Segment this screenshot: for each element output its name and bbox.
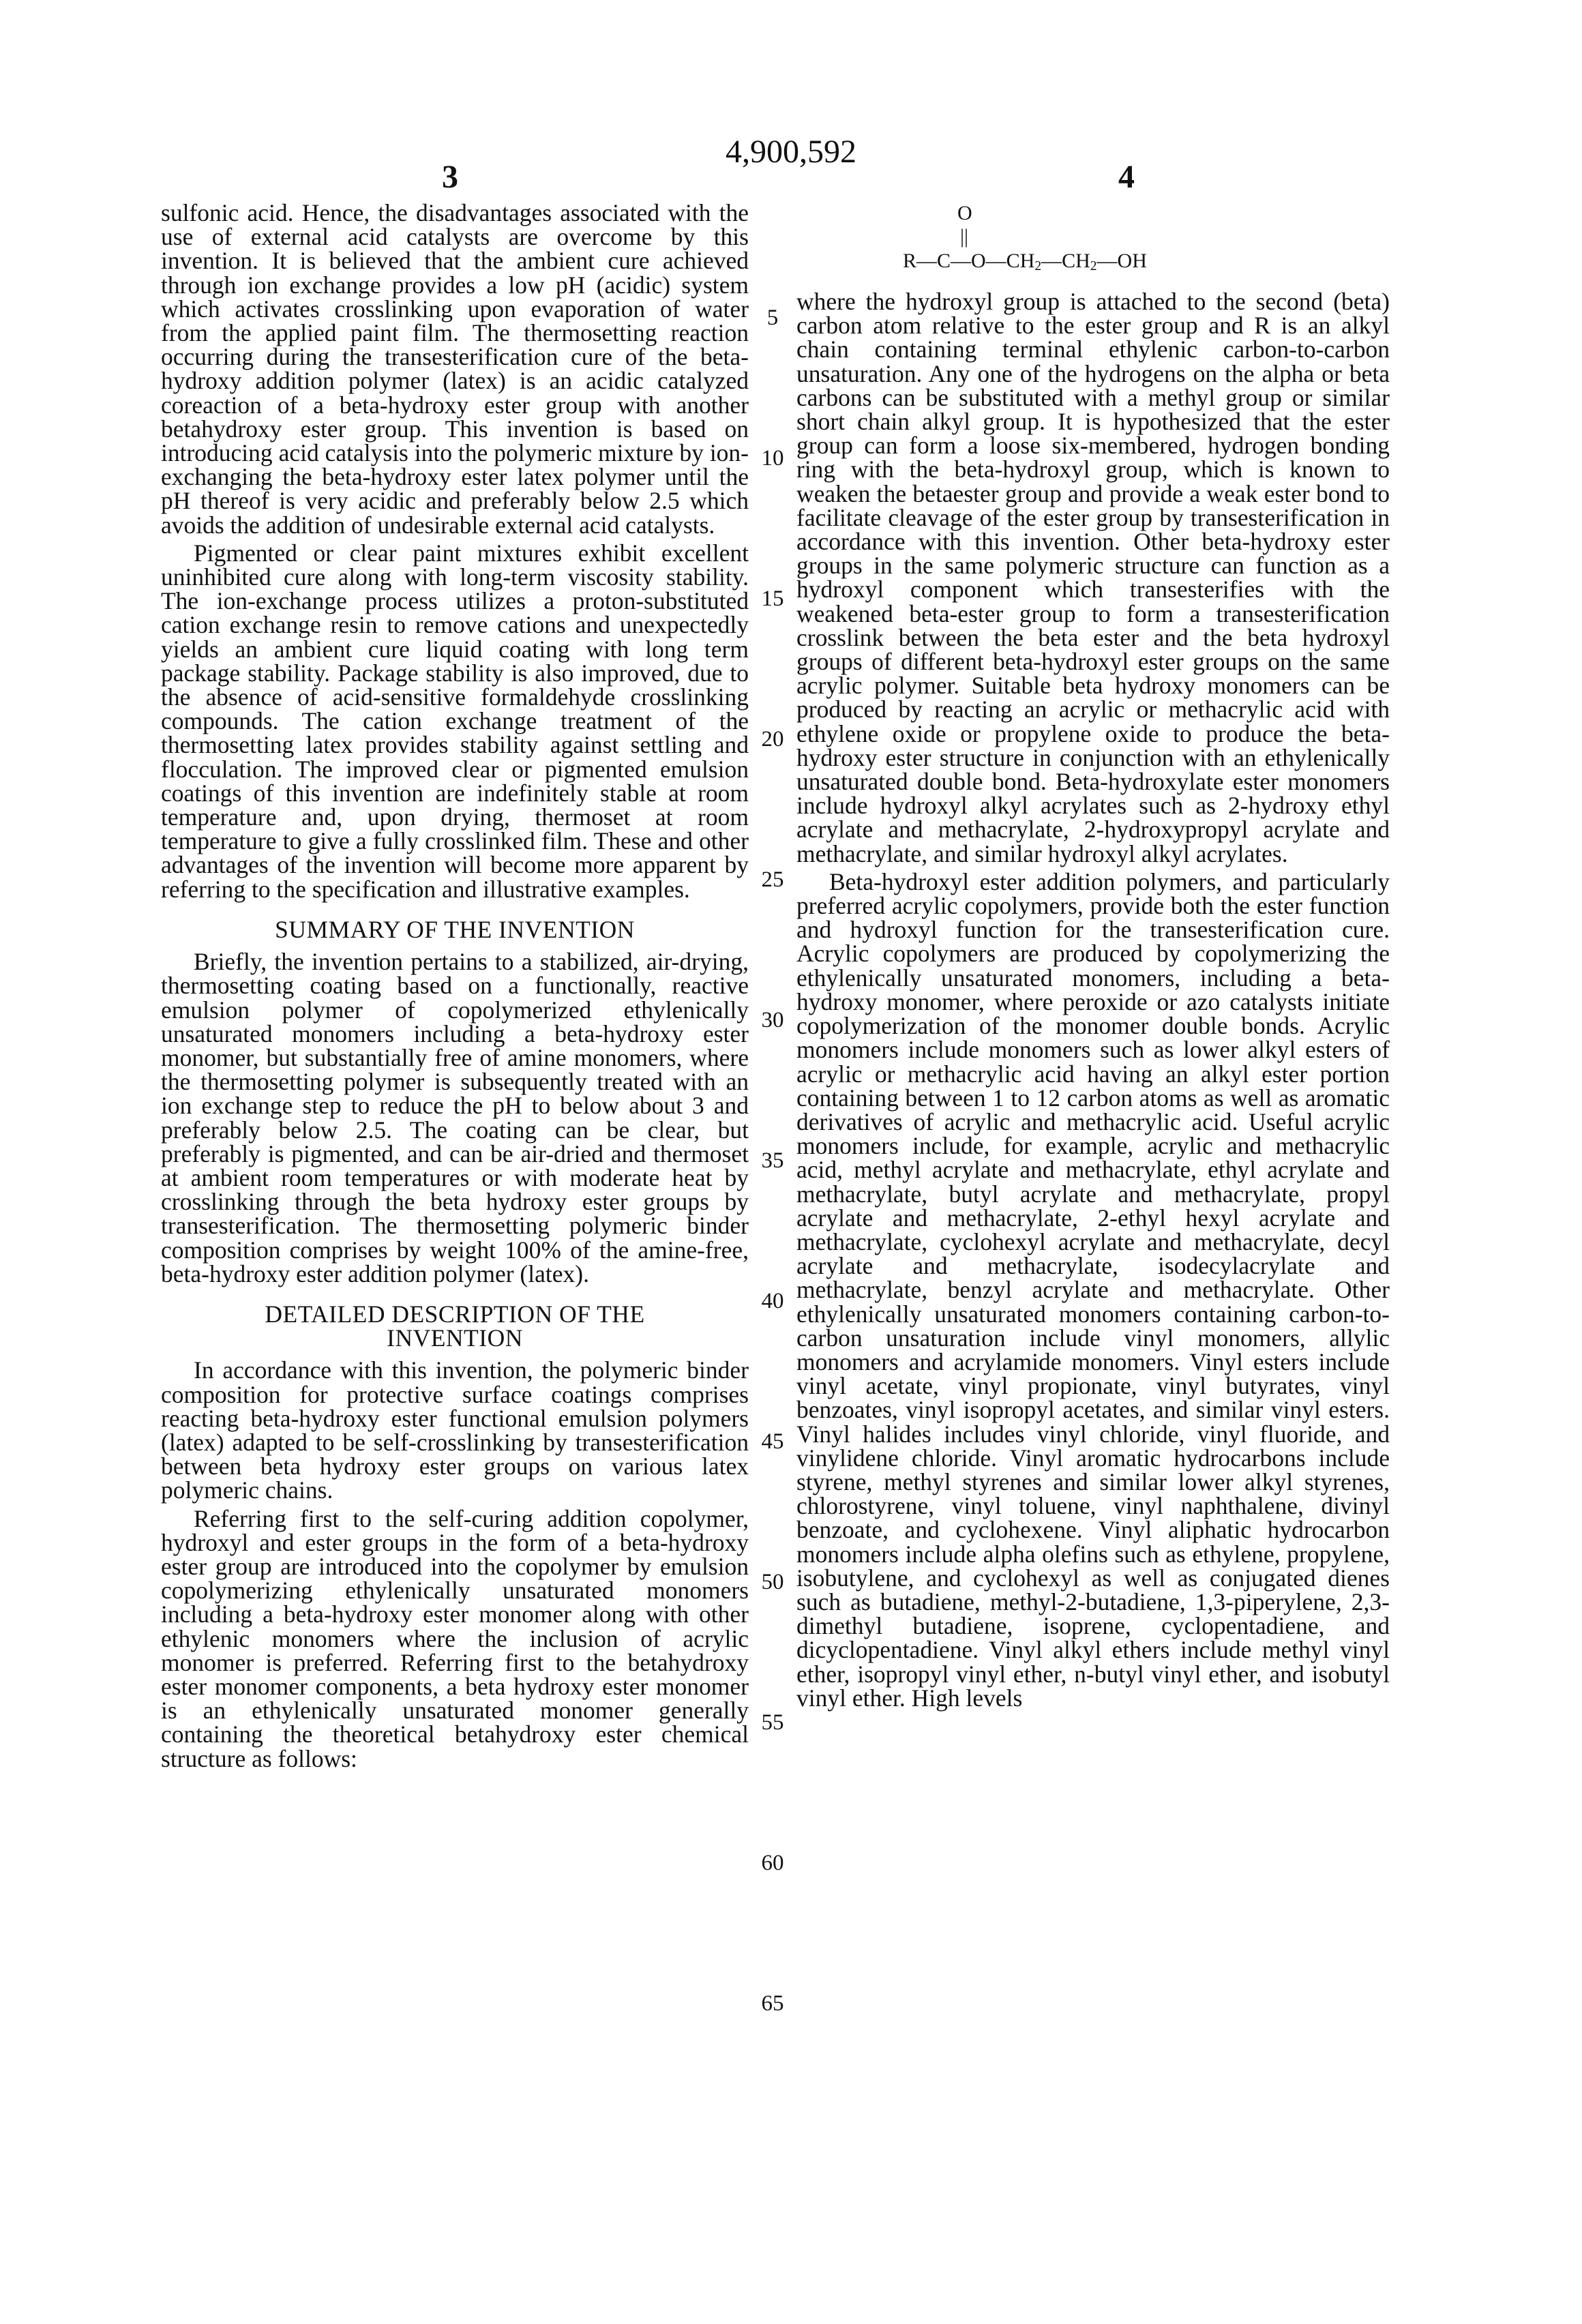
line-number: 35 xyxy=(761,1148,784,1173)
formula-prefix: R—C—O—CH xyxy=(903,250,1035,272)
line-number: 50 xyxy=(761,1570,784,1594)
section-heading-detailed xyxy=(161,1302,749,1350)
paragraph: Referring first to the self-curing addition copolymer, hydroxyl and ester groups in the form of a beta-hydroxy ester group are introduced into the copolymer by emulsion copolymerizing ethylenically unsaturated monomers including a beta-hydroxy ester monomer along with other ethylenic monomers where the inclusion of acrylic monomer is preferred. Referring first to the betahydroxy ester monomer components, a beta hydroxy ester monomer is an ethylenically unsaturated monomer generally containing the theoretical betahydroxy ester chemical structure as follows: xyxy=(161,1504,749,1772)
line-number: 15 xyxy=(761,586,784,611)
section-heading-summary: SUMMARY OF THE INVENTION xyxy=(275,915,635,943)
paragraph: sulfonic acid. Hence, the disadvantages associated with the use of external acid catalysts are overcome by this invention. It is believed that the ambient cure achieved through ion exchange provides a low pH (acidic) system which activates crosslinking upon evaporation of water from the applied paint film. The thermosetting reaction occurring during the transesterification cure of the beta-hydroxy addition polymer (latex) is an acidic catalyzed coreaction of a beta-hydroxy ester group with another betahydroxy ester group. This invention is based on introducing acid catalysis into the polymeric mixture by ion-exchanging the beta-hydroxy ester latex polymer until the pH thereof is very acidic and preferably below 2.5 which avoids the addition of undesirable external acid catalysts. xyxy=(161,199,749,539)
line-number: 5 xyxy=(766,306,779,330)
patent-number: 4,900,592 xyxy=(726,134,856,170)
line-number: 45 xyxy=(761,1429,784,1454)
left-column xyxy=(161,201,749,1771)
chemical-formula xyxy=(796,201,1390,283)
page-number-right: 4 xyxy=(1118,159,1135,195)
line-number: 60 xyxy=(761,1851,784,1875)
formula-middle: —CH xyxy=(1041,250,1090,272)
right-column xyxy=(796,201,1390,1710)
formula-chain xyxy=(903,249,1147,273)
heading-line: INVENTION xyxy=(387,1324,523,1352)
line-number: 25 xyxy=(761,867,784,892)
paragraph: where the hydroxyl group is attached to the second (beta) carbon atom relative to the ester group and R is an alkyl chain containing terminal ethylenic carbon-to-carbon unsaturation. Any one of the hydrogens on the alpha or beta carbons can be substituted with a methyl group or similar short chain alkyl group. It is hypothesized that the ester group can form a loose six-membered, hydrogen bonding ring with the beta-hydroxyl group, which is known to weaken the betaester group and provide a weak ester bond to facilitate cleavage of the ester group by transesterification in accordance with this invention. Other beta-hydroxy ester groups in the same polymeric structure can function as a hydroxyl component which transesterifies with the weakened beta-ester group to form a transesterification crosslink between the beta ester and the beta hydroxyl groups of different beta-hydroxyl ester groups on the same acrylic polymer. Suitable beta hydroxy monomers can be produced by reacting an acrylic or methacrylic acid with ethylene oxide or propylene oxide to produce the beta-hydroxy ester structure in conjunction with an ethylenically unsaturated double bond. Beta-hydroxylate ester monomers include hydroxyl alkyl acrylates such as 2-hydroxy ethyl acrylate and methacrylate, 2-hydroxypropyl acrylate and methacrylate, and similar hydroxyl alkyl acrylates. xyxy=(796,288,1390,867)
formula-oxygen: O xyxy=(957,202,972,224)
line-number: 55 xyxy=(761,1710,784,1735)
formula-subscript: 2 xyxy=(1090,258,1097,273)
line-number: 65 xyxy=(761,1991,784,2016)
line-number: 10 xyxy=(761,446,784,471)
paragraph: Briefly, the invention pertains to a stabilized, air-drying, thermosetting coating based on a functionally, reactive emulsion polymer of copolymerized ethylenically unsaturated monomers including a beta-hydroxy ester monomer, but substantially free of amine monomers, where the thermosetting polymer is subsequently treated with an ion exchange step to reduce the pH to below about 3 and preferably below 2.5. The coating can be clear, but preferably is pigmented, and can be air-dried and thermoset at ambient room temperatures or with moderate heat by crosslinking through the beta hydroxy ester groups by transesterification. The thermosetting polymeric binder composition comprises by weight 100% of the amine-free, beta-hydroxy ester addition polymer (latex). xyxy=(161,948,749,1287)
line-number: 20 xyxy=(761,727,784,751)
paragraph: Pigmented or clear paint mixtures exhibit excellent uninhibited cure along with long-term viscosity stability. The ion-exchange process utilizes a proton-substituted cation exchange resin to remove cations and unexpectedly yields an ambient cure liquid coating with long term package stability. Package stability is also improved, due to the absence of acid-sensitive formaldehyde crosslinking compounds. The cation exchange treatment of the thermosetting latex provides stability against settling and flocculation. The improved clear or pigmented emulsion coatings of this invention are indefinitely stable at room temperature and, upon drying, thermoset at room temperature to give a fully crosslinked film. These and other advantages of the invention will become more apparent by referring to the specification and illustrative examples. xyxy=(161,539,749,903)
paragraph: Beta-hydroxyl ester addition polymers, and particularly preferred acrylic copolymers, provide both the ester function and hydroxyl function for the transesterification cure. Acrylic copolymers are produced by copolymerizing the ethylenically unsaturated monomers, including a beta-hydroxy monomer, where peroxide or azo catalysts initiate copolymerization of the monomer double bonds. Acrylic monomers include monomers such as lower alkyl esters of acrylic or methacrylic acid having an alkyl ester portion containing between 1 to 12 carbon atoms as well as aromatic derivatives of acrylic and methacrylic acid. Useful acrylic monomers include, for example, acrylic and methacrylic acid, methyl acrylate and methacrylate, ethyl acrylate and methacrylate, butyl acrylate and methacrylate, propyl acrylate and methacrylate, 2-ethyl hexyl acrylate and methacrylate, cyclohexyl acrylate and methacrylate, decyl acrylate and methacrylate, isodecylacrylate and methacrylate, benzyl acrylate and methacrylate. Other ethylenically unsaturated monomers containing carbon-to-carbon unsaturation include vinyl monomers, allylic monomers and acrylamide monomers. Vinyl esters include vinyl acetate, vinyl propionate, vinyl butyrates, vinyl benzoates, vinyl isopropyl acetates, and similar vinyl esters. Vinyl halides includes vinyl chloride, vinyl fluoride, and vinylidene chloride. Vinyl aromatic hydrocarbons include styrene, methyl styrenes and similar lower alkyl styrenes, chlorostyrene, vinyl toluene, vinyl naphthalene, divinyl benzoate, and cyclohexene. Vinyl aliphatic hydrocarbon monomers include alpha olefins such as ethylene, propylene, isobutylene, and cyclohexyl as well as conjugated dienes such as butadiene, methyl-2-butadiene, 1,3-piperylene, 2,3-dimethyl butadiene, isoprene, cyclopentadiene, and dicyclopentadiene. Vinyl alkyl ethers include methyl vinyl ether, isopropyl vinyl ether, n-butyl vinyl ether, and isobutyl vinyl ether. High levels xyxy=(796,867,1390,1712)
page-number-left: 3 xyxy=(442,159,458,195)
line-number: 40 xyxy=(761,1289,784,1313)
paragraph: In accordance with this invention, the polymeric binder composition for protective surface coatings comprises reacting beta-hydroxy ester functional emulsion polymers (latex) adapted to be self-crosslinking by transesterification between beta hydroxy ester groups on various latex polymeric chains. xyxy=(161,1356,749,1504)
formula-double-bond: || xyxy=(960,225,969,248)
line-number: 30 xyxy=(761,1008,784,1032)
formula-suffix: —OH xyxy=(1096,250,1147,272)
formula-subscript: 2 xyxy=(1034,258,1042,273)
heading-line: DETAILED DESCRIPTION OF THE xyxy=(265,1300,645,1328)
